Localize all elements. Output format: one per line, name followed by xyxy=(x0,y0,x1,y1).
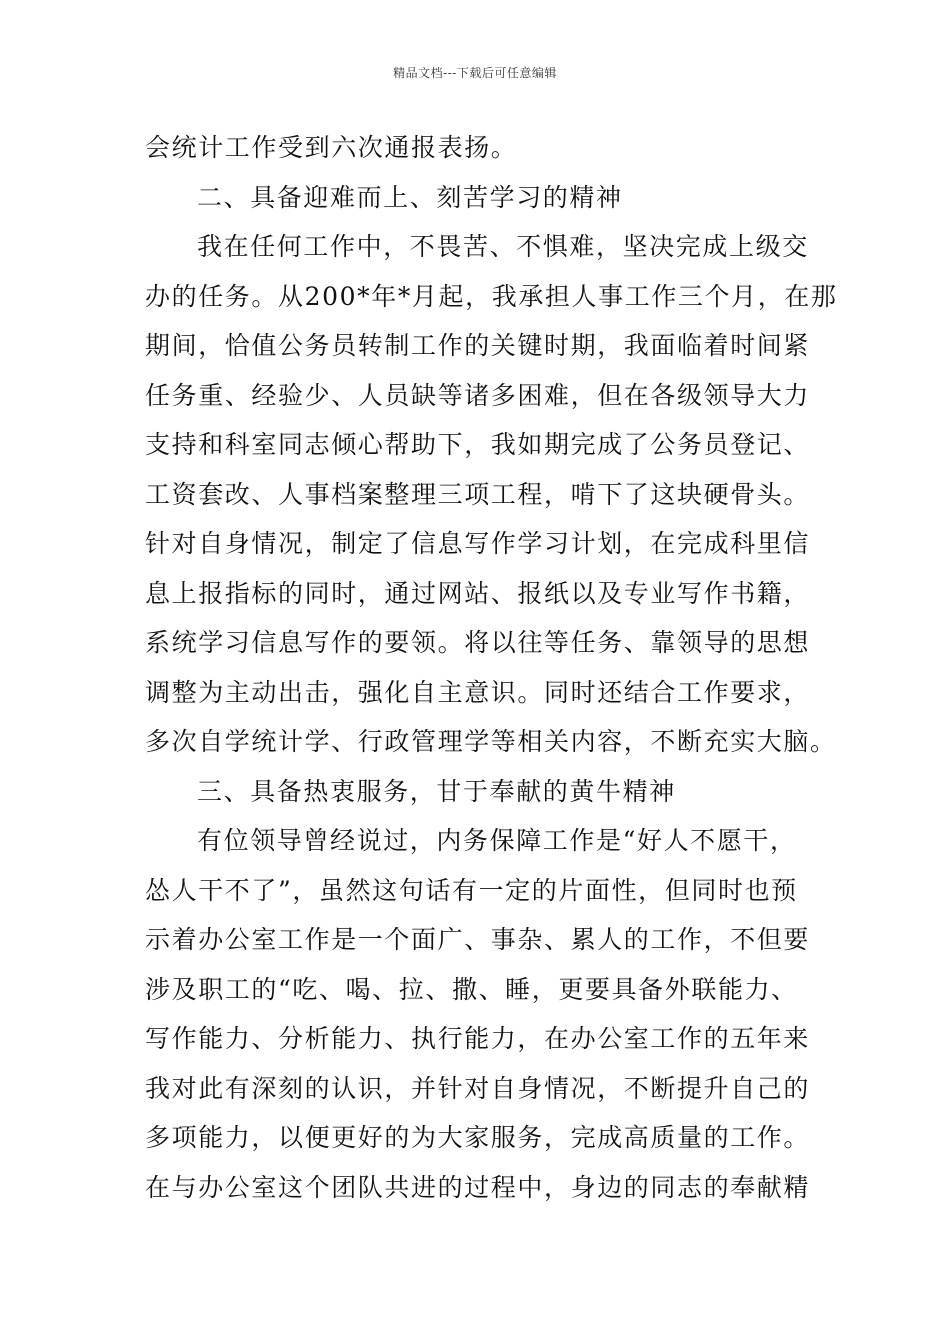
document-body xyxy=(145,123,838,1212)
text-line: 任务重、经验少、人员缺等诸多困难，但在各级领导大力 xyxy=(145,380,811,410)
text-line: 多项能力，以便更好的为大家服务，完成高质量的工作。 xyxy=(145,1123,811,1152)
paragraph-start: 我在任何工作中，不畏苦、不惧难，坚决完成上级交 xyxy=(197,232,809,261)
text-line: 会统计工作受到六次通报表扬。 xyxy=(145,133,518,162)
text-line: 系统学习信息写作的要领。将以往等任务、靠领导的思想 xyxy=(145,628,811,657)
text-line: 多次自学统计学、行政管理学等相关内容，不断充实大脑。 xyxy=(145,727,837,756)
page-header-note: 精品文档---下载后可任意编辑 xyxy=(393,66,557,80)
text-line: 在与办公室这个团队共进的过程中，身边的同志的奉献精 xyxy=(145,1172,811,1202)
text-line: 支持和科室同志倾心帮助下，我如期完成了公务员登记、 xyxy=(145,430,811,459)
section-heading-3: 三、具备热衷服务，甘于奉献的黄牛精神 xyxy=(197,776,676,806)
text-line: 息上报指标的同时，通过网站、报纸以及专业写作书籍， xyxy=(145,578,811,608)
text-line: 示着办公室工作是一个面广、事杂、累人的工作，不但要 xyxy=(145,925,811,954)
text-line: 写作能力、分析能力、执行能力，在办公室工作的五年来 xyxy=(145,1024,811,1053)
text-line: 工资套改、人事档案整理三项工程，啃下了这块硬骨头。 xyxy=(145,479,811,509)
text-line: 调整为主动出击，强化自主意识。同时还结合工作要求， xyxy=(145,677,811,707)
text-line: 涉及职工的“吃、喝、拉、撒、睡，更要具备外联能力、 xyxy=(145,974,798,1004)
section-heading-2: 二、具备迎难而上、刻苦学习的精神 xyxy=(197,182,623,212)
paragraph-start: 有位领导曾经说过，内务保障工作是“好人不愿干， xyxy=(197,826,797,855)
text-line: 针对自身情况，制定了信息写作学习计划，在完成科里信 xyxy=(145,529,811,558)
text-line: 办的任务。从200*年*月起，我承担人事工作三个月，在那 xyxy=(145,281,838,311)
text-line: 期间，恰值公务员转制工作的关键时期，我面临着时间紧 xyxy=(145,331,811,360)
text-line: 我对此有深刻的认识，并针对自身情况，不断提升自己的 xyxy=(145,1073,811,1103)
text-line: 怂人干不了”，虽然这句话有一定的片面性，但同时也预 xyxy=(145,875,798,905)
